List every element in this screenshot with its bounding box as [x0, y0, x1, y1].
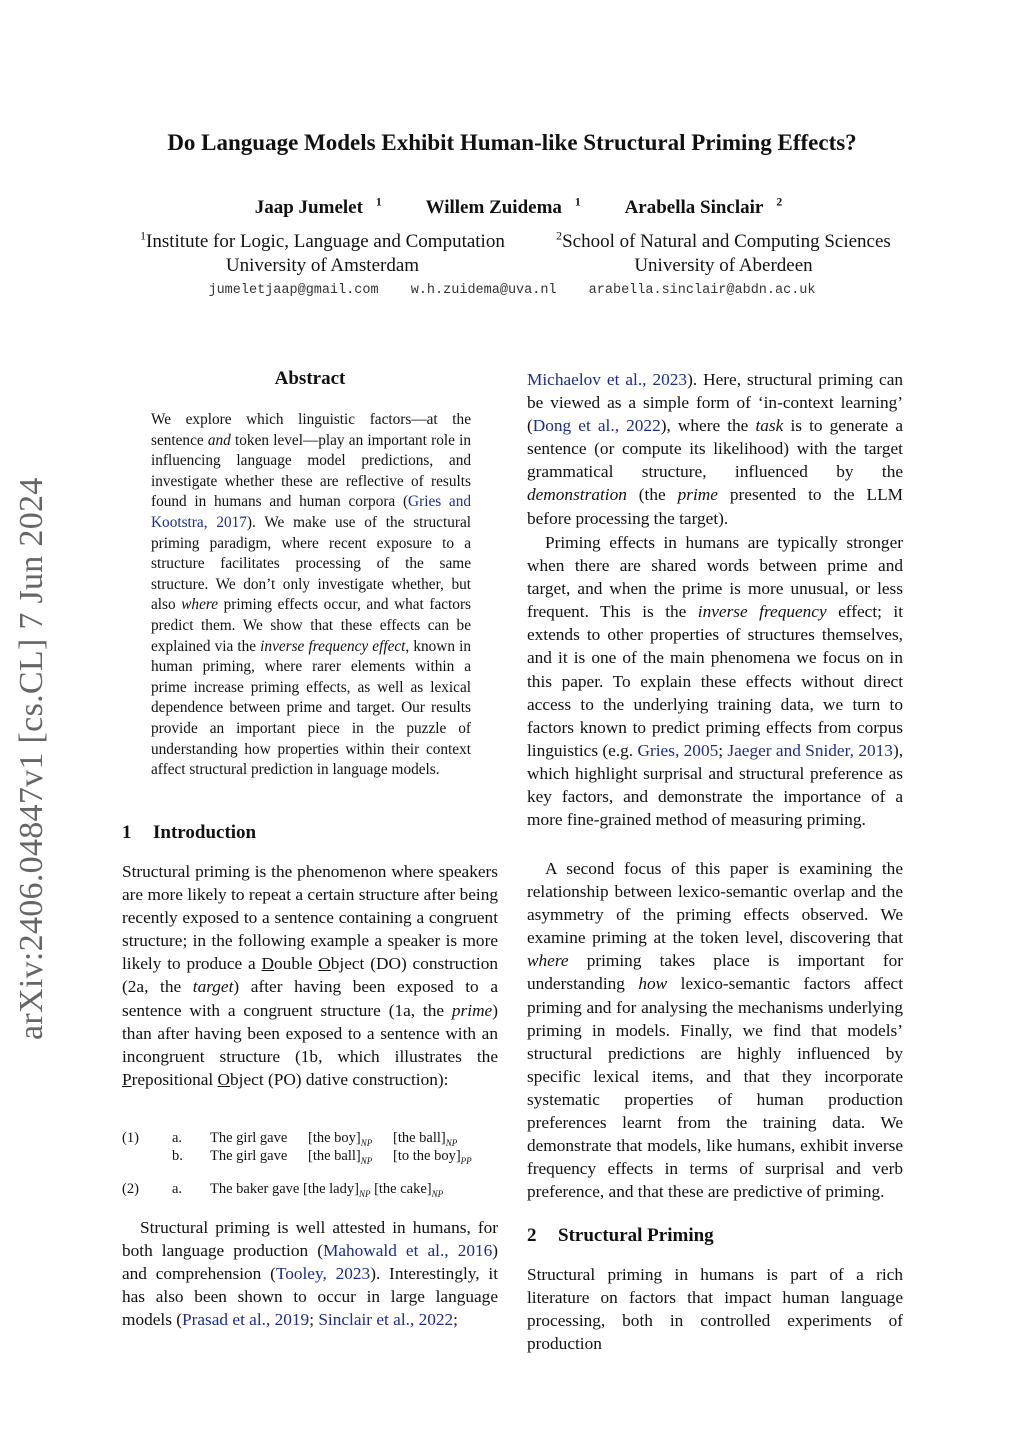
linguistic-examples [122, 1130, 498, 1199]
citation-link[interactable]: Dong et al., 2022 [532, 416, 661, 436]
email[interactable]: jumeletjaap@gmail.com [208, 283, 379, 298]
author-list [0, 197, 1024, 219]
affiliation-2: $^2$School of Natural and Computing Sciences University of Aberdeen [556, 229, 891, 276]
citation-link[interactable]: Jaeger and Snider, 2013 [727, 740, 893, 760]
email[interactable]: arabella.sinclair@abdn.ac.uk [588, 283, 816, 298]
citation-link[interactable]: Tooley, 2023 [275, 1264, 371, 1284]
citation-link[interactable]: Gries, 2005 [637, 740, 719, 760]
email-list [0, 283, 1024, 298]
right-paragraph-3: A second focus of this paper is examining the relationship between lexico-semantic overlap and the asymmetry of the priming effects observed. We examine priming at the token level, discovering that where priming takes place is important for understanding how lexico-semantic factors affect priming and for analysing the mechanisms underlying priming in models. Finally, we find that models’ structural predictions are highly influenced by specific lexical items, and that they incorporate systematic properties of human production preferences learnt from the training data. We demonstrate that models, like humans, exhibit inverse frequency effects in terms of surprisal and verb preference, and that these are predictive of priming. [527, 859, 903, 1202]
author: Willem Zuidema $^1$ [425, 195, 581, 218]
example-1b: b. The girl gave [the $ball]_{NP}$ [to the $boy]_{PP}$ [172, 1148, 472, 1166]
abstract-heading: Abstract [274, 368, 346, 389]
arxiv-identifier: arXiv:2406.04847v1 [cs.CL] 7 Jun 2024 [13, 477, 50, 1040]
right-paragraph-1: Michaelov et al., 2023). Here, structural priming can be viewed as a simple form of ‘in-context learning’ (Dong et al., 2022), where the task is to generate a sentence (or compute its likelihood) with the target grammatical structure, influenced by the demonstration (the prime presented to the LLM before processing the target). [527, 370, 904, 528]
section2-paragraph: Structural priming in humans is part of a rich literature on factors that impact human language processing, both in controlled experiments of production [527, 1265, 903, 1354]
intro-paragraph: Structural priming is the phenomenon where speakers are more likely to repeat a certain structure after being recently exposed to a sentence containing a congruent structure; in the following example a speaker is more likely to produce a Double Object (DO) construction (2a, the target) after having been exposed to a sentence with a congruent structure (1a, the prime) than after having been exposed to a sentence with an incongruent structure (1b, which illustrates the Prepositional Object (PO) dative construction): [122, 862, 498, 1089]
affiliation-1: $^1$Institute for Logic, Language and Computation University of Amsterdam [140, 229, 505, 276]
citation-link[interactable]: Gries and Kootstra, 2017 [151, 493, 471, 531]
paper-title: Do Language Models Exhibit Human-like Structural Priming Effects? [167, 130, 857, 155]
example-2a: (2) a. The baker gave [the $lady]_{NP}$ [the $cake]_{NP}$ [122, 1181, 444, 1199]
email[interactable]: w.h.zuidema@uva.nl [410, 283, 557, 298]
section-heading-introduction: 1 Introduction [122, 822, 257, 843]
intro-paragraph-2: Structural priming is well attested in humans, for both language production (Mahowald et al., 2016) and comprehension (Tooley, 2023). Interestingly, it has also been shown to occur in large language models (Prasad et al., 2019; Sinclair et al., 2022; [122, 1218, 499, 1330]
example-1a: (1) a. The girl gave [the $boy]_{NP}$ [the $ball]_{NP}$ [122, 1130, 458, 1148]
citation-link[interactable]: Sinclair et al., 2022 [318, 1310, 454, 1330]
citation-link[interactable]: Michaelov et al., 2023 [527, 370, 688, 389]
right-paragraph-2: Priming effects in humans are typically stronger when there are shared words between prime and target, and when the prime is more unusual, or less frequent. This is the inverse frequency effect; it extends to other properties of structures themselves, and it is one of the main phenomena we focus on in this paper. To explain these effects without direct access to the underlying training data, we turn to factors known to predict priming effects from corpus linguistics (e.g. Gries, 2005; Jaeger and Snider, 2013), which highlight surprisal and structural preference as key factors, and demonstrate the importance of a more fine-grained method of measuring priming. [527, 533, 904, 830]
author: Jaap Jumelet $^1$ [254, 195, 382, 218]
citation-link[interactable]: Prasad et al., 2019 [182, 1310, 310, 1330]
citation-link[interactable]: Mahowald et al., 2016 [322, 1241, 493, 1261]
author: Arabella Sinclair $^2$ [624, 195, 783, 218]
abstract-text: We explore which linguistic factors—at the sentence and token level—play an important role in influencing language model predictions, and investigate whether these are reflective of results found in humans and human corpora (Gries and Kootstra, 2017). We make use of the structural priming paradigm, where recent exposure to a structure facilitates processing of the same structure. We don’t only investigate whether, but also where priming effects occur, and what factors predict them. We show that these effects can be explained via the inverse frequency effect, known in human priming, where rarer elements within a prime increase priming effects, as well as lexical dependence between prime and target. Our results provide an important piece in the puzzle of understanding how properties within their context affect structural prediction in language models. [151, 411, 472, 779]
section-heading-structural-priming: 2 Structural Priming [527, 1225, 714, 1246]
